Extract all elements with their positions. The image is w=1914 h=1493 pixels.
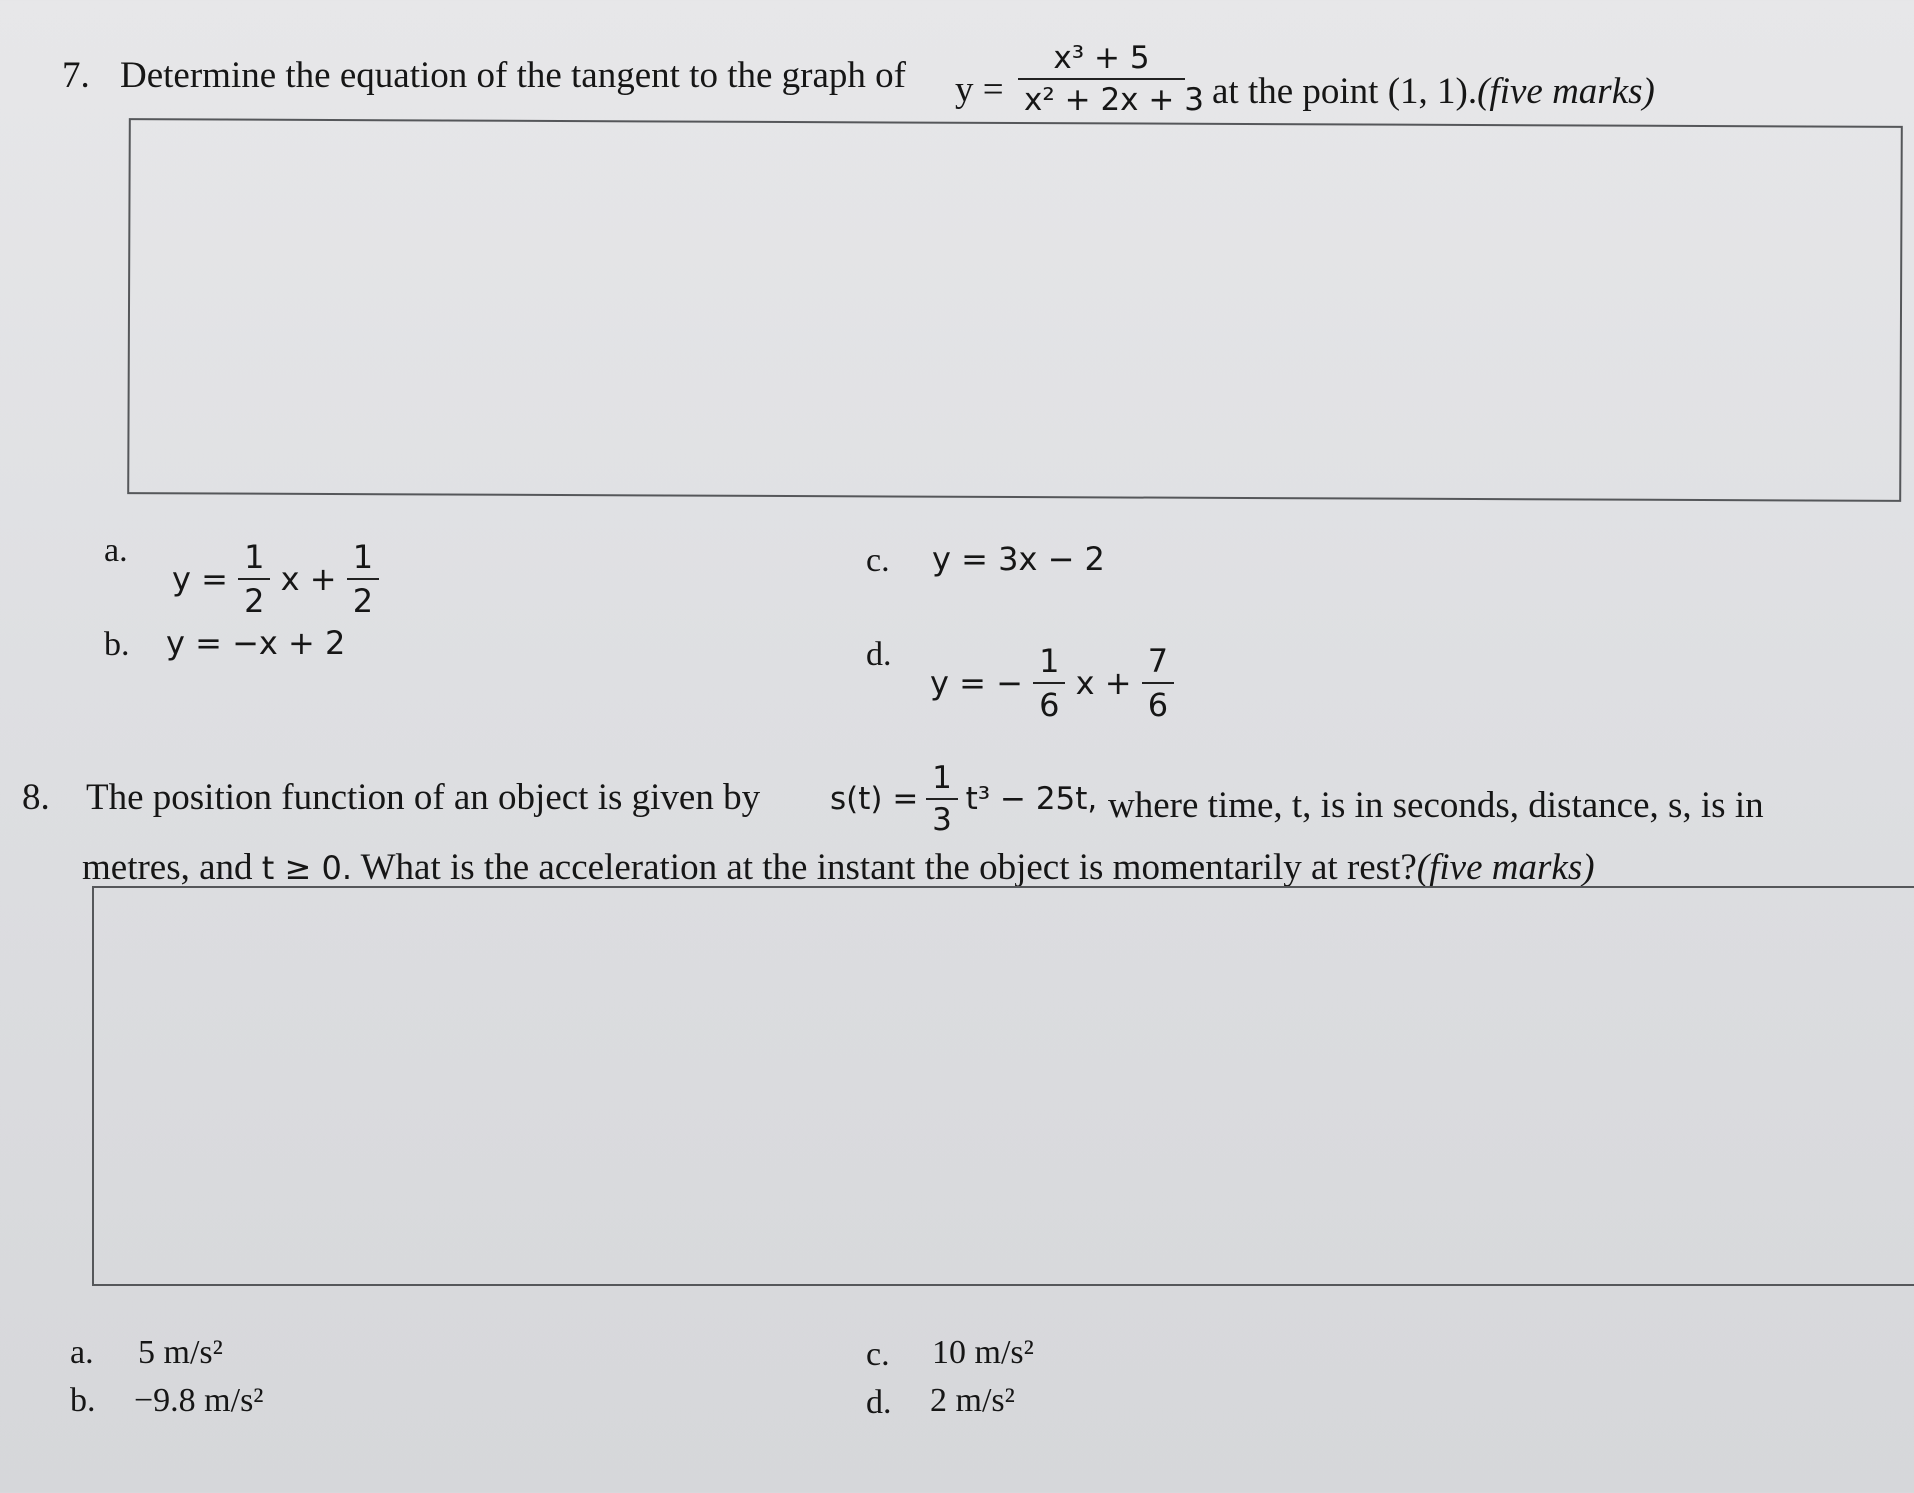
q8-line1-suffix: where time, t, is in seconds, distance, s, is in [1108,785,1764,826]
q7-prompt-text: Determine the equation of the tangent to the graph of [120,55,906,96]
q7-option-d[interactable] [930,642,1174,724]
q8-line1-prefix: The position function of an object is given by [86,777,761,818]
q8-frac-num: 1 [932,760,952,796]
q8-option-d-letter: d. [866,1384,892,1421]
q8-option-d[interactable]: 2 m/s² [930,1382,1015,1419]
q7-answer-box[interactable] [127,118,1903,502]
q7-option-a-num1: 1 [244,538,265,576]
q7-fraction-denominator: x² + 2x + 3 [1018,78,1185,118]
q7-option-a-letter: a. [104,532,128,569]
q8-line2-prefix: metres, and [82,847,253,888]
q7-option-d-mid: x + [1075,664,1132,702]
q7-option-d-lhs: y = − [930,664,1023,702]
q7-y-equals: y = [955,69,1004,110]
q8-function [830,760,1097,838]
q7-option-a[interactable] [172,538,379,620]
q7-option-d-den2: 6 [1142,682,1174,724]
q8-answer-box[interactable] [92,886,1914,1286]
q7-option-a-den1: 2 [238,578,270,620]
q8-option-c-letter: c. [866,1336,890,1373]
q7-option-a-num2: 1 [352,538,374,576]
q7-option-d-num2: 7 [1147,642,1169,680]
q7-suffix: at the point (1, 1). [1212,71,1478,112]
q8-frac-den: 3 [926,798,958,838]
q7-option-a-den2: 2 [347,578,379,620]
q7-option-b[interactable]: y = −x + 2 [166,624,346,662]
q7-option-c-letter: c. [866,542,890,579]
q7-number: 7. [62,55,90,96]
q7-option-c[interactable]: y = 3x − 2 [932,540,1105,578]
q8-marks: (five marks) [1416,847,1595,888]
q8-line2-text: What is the acceleration at the instant the object is momentarily at rest? [360,847,1417,888]
q8-option-b[interactable]: −9.8 m/s² [134,1382,264,1419]
q8-constraint: t ≥ 0. [261,849,353,887]
q8-option-a-letter: a. [70,1334,94,1371]
q7-option-b-letter: b. [104,626,130,663]
q8-option-b-letter: b. [70,1382,96,1419]
q7-option-d-letter: d. [866,636,892,673]
q7-fraction [1018,40,1204,118]
q7-point-text [1212,70,1655,113]
q7-marks: (five marks) [1477,71,1655,112]
q8-number: 8. [22,777,50,818]
q7-fraction-numerator: x³ + 5 [1053,40,1150,76]
q7-option-a-mid: x + [280,560,337,598]
q7-option-a-lhs: y = [172,560,228,598]
q8-line2 [82,846,1595,889]
q8-option-a[interactable]: 5 m/s² [138,1334,223,1371]
q8-func-rest: t³ − 25t, [965,781,1098,817]
q7-option-d-den1: 6 [1033,682,1065,724]
q8-func-lhs: s(t) = [830,781,919,817]
q7-option-d-num1: 1 [1039,642,1060,680]
q7-prompt [120,54,906,97]
q8-option-c[interactable]: 10 m/s² [932,1334,1034,1371]
